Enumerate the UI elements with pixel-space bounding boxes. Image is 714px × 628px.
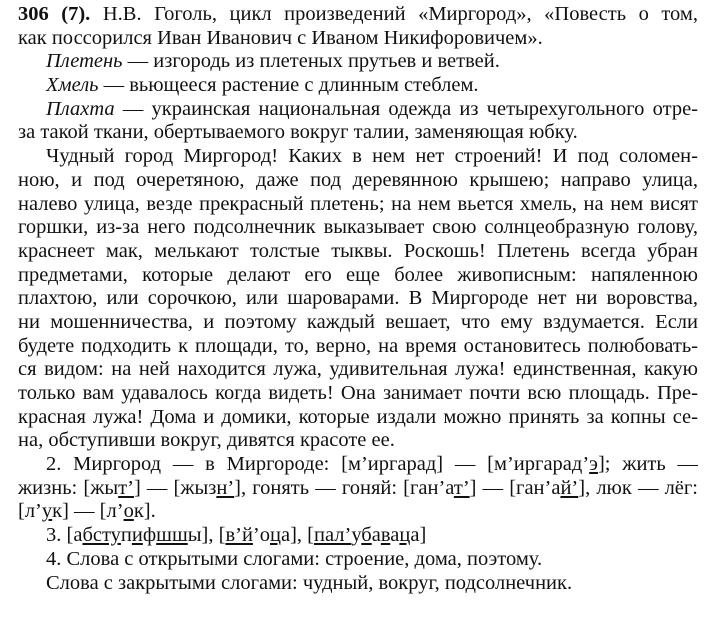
text-segment: за такой ткани, обертываемого вокруг талии, заменяющая юбку. [18, 121, 578, 144]
text-line [18, 3, 698, 27]
underlined-sound: бсту [82, 524, 121, 547]
underlined-sound: у [41, 500, 53, 523]
text-segment: а] [410, 524, 427, 547]
text-segment: как поссорился Иван Иванович с Иваном Никифоровичем». [18, 26, 543, 49]
text-line [18, 358, 698, 382]
text-segment: ы], [ [187, 524, 226, 547]
text-segment: Н.В. Гоголь, цикл произведений «Миргород», «Повесть о том, [90, 3, 698, 25]
text-segment: к] — [л’ [52, 500, 124, 523]
text-segment: только вам удавалось когда видеть! Она занимает почти всю площадь. Пре- [18, 382, 698, 404]
text-line [18, 311, 698, 335]
underlined-sound: т’ [118, 476, 134, 499]
text-segment: 4. Слова с открытыми слогами: строение, дома, поэтому. [46, 547, 543, 570]
text-segment: п [120, 524, 132, 547]
term: Плахта [46, 97, 115, 120]
text-line [18, 524, 698, 548]
text-segment: ], люк — лёг: [578, 476, 698, 499]
text-line [18, 548, 698, 572]
text-segment: будете подходить к площади, то, верно, на время остановитесь полюбовать- [18, 334, 698, 357]
text-line [18, 145, 698, 169]
text-line [18, 500, 698, 524]
underlined-sound: э [589, 453, 598, 476]
text-line [18, 74, 698, 98]
text-segment: а [390, 524, 400, 547]
text-segment: а [371, 524, 381, 547]
text-segment: налево улица, везде прекрасный плетень; на нем вьется хмель, на нем висят [18, 192, 698, 215]
text-segment: 2. Миргород — в Миргороде: [м’иргарад] — [м’иргарад’ [46, 453, 590, 476]
text-line [18, 382, 698, 406]
text-segment: у [351, 524, 362, 547]
underlined-sound: в’й [225, 524, 253, 547]
text-segment: — вьющееся растение с длинным стеблем. [98, 74, 479, 97]
text-segment: ф [142, 524, 157, 547]
text-line [18, 264, 698, 288]
underlined-sound: т’ [453, 476, 470, 499]
text-line [18, 193, 698, 217]
text-segment: а], [ [280, 524, 314, 547]
underlined-sound: н’ [216, 476, 235, 499]
text-segment: красная лужа! Дома и домики, которые издали можно принять за копны се- [18, 405, 698, 428]
underlined-sound: о [123, 500, 134, 523]
text-line [18, 429, 698, 453]
document-body [18, 3, 698, 595]
text-segment: — украинская национальная одежда из четырехугольного отре- [114, 97, 698, 120]
text-line [18, 477, 698, 501]
text-segment: плахтою, или сорочкою, или шароварами. В Миргороде нет ни воровства, [18, 287, 698, 310]
text-segment: к]. [133, 500, 156, 523]
underlined-sound: ц [399, 524, 411, 547]
text-segment: Чудный город Миргород! Каких в нем нет строений! И под соломен- [46, 145, 698, 168]
underlined-sound: б [361, 524, 372, 547]
underlined-sound: ц [270, 524, 281, 547]
underlined-sound: пал’ [314, 524, 352, 547]
text-segment: предметами, которые делают его еще более живописным: напяленною [18, 263, 698, 286]
term: Хмель [46, 74, 99, 97]
text-line [18, 240, 698, 264]
text-line [18, 98, 698, 122]
text-segment: горшки, из-за него подсолнечник выказывает свою солнцеобразную голову, [18, 216, 698, 239]
underlined-sound: й’ [560, 476, 579, 499]
text-segment: краснеет мак, мелькают толстые тыквы. Роскошь! Плетень всегда убран [18, 239, 698, 262]
underlined-sound: в [380, 524, 391, 547]
underlined-sound: шш [156, 524, 188, 547]
text-line [18, 335, 698, 359]
text-segment: ], гонять — гоняй: [ган’а [234, 476, 454, 499]
text-segment: Слова с закрытыми слогами: чудный, вокруг, подсолнечник. [46, 571, 573, 594]
text-segment: ]; жить — [597, 453, 698, 476]
exercise-number: 306 (7). [18, 3, 91, 25]
text-line [18, 572, 698, 596]
term: Плетень [46, 50, 123, 73]
underlined-sound: и [131, 524, 143, 547]
text-line [18, 27, 698, 51]
text-segment: 3. [а [46, 524, 83, 547]
text-segment: ни мошенничества, и поэтому каждый вешает, что ему вздумается. Если [18, 310, 698, 333]
text-line [18, 287, 698, 311]
text-line [18, 50, 698, 74]
text-segment: ] — [ган’а [469, 476, 561, 499]
text-segment: ’о [252, 524, 270, 547]
text-segment: жизнь: [жы [18, 476, 119, 499]
text-line [18, 406, 698, 430]
text-line [18, 216, 698, 240]
text-segment: — изгородь из плетеных прутьев и ветвей. [122, 50, 500, 73]
text-segment: [л’ [18, 500, 42, 523]
text-line [18, 453, 698, 477]
text-segment: ся видом: на ней находится лужа, удивительная лужа! единственная, какую [18, 358, 698, 381]
text-segment: ] — [жыз [133, 476, 217, 499]
text-line [18, 121, 698, 145]
text-segment: на, обступивши вокруг, дивятся красоте ее. [18, 429, 395, 452]
text-segment: ною, и под очеретяною, даже под деревянною крышею; направо улица, [18, 168, 698, 191]
text-line [18, 169, 698, 193]
